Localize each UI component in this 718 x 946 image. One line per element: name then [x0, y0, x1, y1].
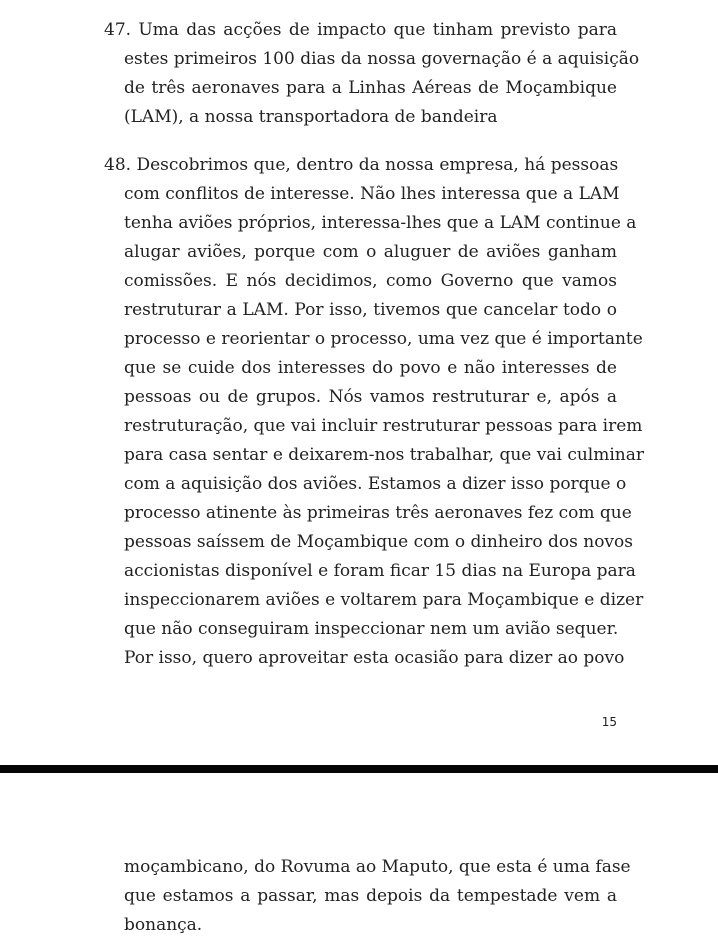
text-line: bonança.: [124, 915, 203, 935]
text-line: pessoas ou de grupos. Nós vamos restruturar e, após a: [124, 387, 617, 407]
text-line: tenha aviões próprios, interessa-lhes que a LAM continue a: [124, 213, 637, 233]
text-line: para casa sentar e deixarem-nos trabalhar, que vai culminar: [124, 445, 645, 465]
text-line: pessoas saíssem de Moçambique com o dinheiro dos novos: [124, 532, 633, 552]
text-line: restruturação, que vai incluir restruturar pessoas para irem: [124, 416, 643, 436]
text-line: comissões. E nós decidimos, como Governo que vamos: [124, 271, 617, 291]
text-line: alugar aviões, porque com o aluguer de aviões ganham: [124, 242, 617, 262]
text-line: que se cuide dos interesses do povo e não interesses de: [124, 358, 617, 378]
text-line: de três aeronaves para a Linhas Aéreas de Moçambique: [124, 78, 617, 98]
text-line: com conflitos de interesse. Não lhes interessa que a LAM: [124, 184, 620, 204]
text-line: restruturar a LAM. Por isso, tivemos que cancelar todo o: [124, 300, 617, 320]
text-line: accionistas disponível e foram ficar 15 dias na Europa para: [124, 561, 636, 581]
text-line: estes primeiros 100 dias da nossa governação é a aquisição: [124, 49, 640, 69]
text-line: inspeccionarem aviões e voltarem para Moçambique e dizer: [124, 590, 644, 610]
text-line: (LAM), a nossa transportadora de bandeira: [124, 107, 498, 127]
text-line: 48. Descobrimos que, dentro da nossa empresa, há pessoas: [104, 155, 619, 175]
text-line: 47. Uma das acções de impacto que tinham previsto para: [104, 20, 617, 40]
text-line: que estamos a passar, mas depois da tempestade vem a: [124, 886, 617, 906]
text-line: Por isso, quero aproveitar esta ocasião para dizer ao povo: [124, 648, 625, 668]
page-number: 15: [601, 715, 617, 729]
text-line: processo e reorientar o processo, uma vez que é importante: [124, 329, 643, 349]
text-line: que não conseguiram inspeccionar nem um avião sequer.: [124, 619, 619, 639]
text-line: com a aquisição dos aviões. Estamos a dizer isso porque o: [124, 474, 627, 494]
page-break-divider: [0, 765, 718, 773]
text-line: processo atinente às primeiras três aeronaves fez com que: [124, 503, 632, 523]
text-line: moçambicano, do Rovuma ao Maputo, que esta é uma fase: [124, 857, 631, 877]
